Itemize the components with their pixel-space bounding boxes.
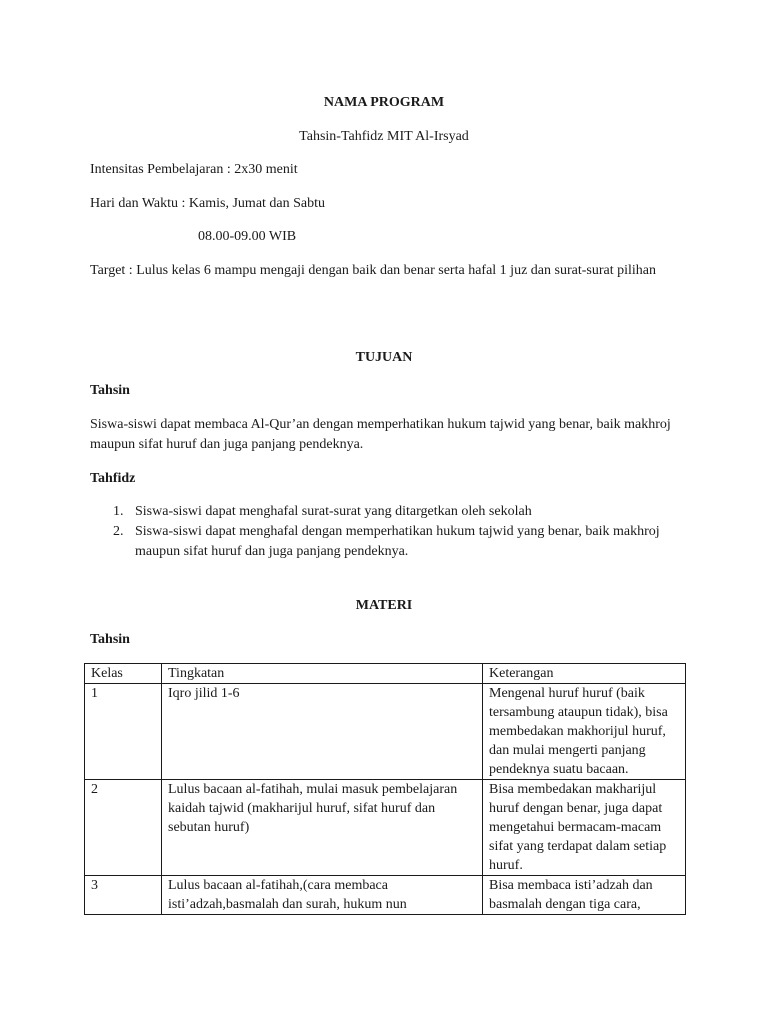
tujuan-heading: TUJUAN: [355, 350, 413, 365]
tujuan-tahsin-paragraph: Siswa-siswi dapat membaca Al-Qur’an dengan memperhatikan hukum tajwid yang benar, baik makhroj maupun sifat huruf dan juga panjang pendeknya.: [90, 417, 671, 452]
cell-tingkatan: Lulus bacaan al-fatihah,(cara membaca isti’adzah,basmalah dan surah, hukum nun: [162, 876, 483, 915]
table-header-row: [85, 664, 686, 684]
list-item: [90, 502, 690, 522]
tahfidz-list: [90, 502, 690, 562]
cell-tingkatan: Iqro jilid 1-6: [162, 684, 483, 780]
list-text: Siswa-siswi dapat menghafal surat-surat yang ditargetkan oleh sekolah: [135, 504, 532, 519]
header-tingkatan: Tingkatan: [162, 664, 483, 684]
list-text: Siswa-siswi dapat menghafal dengan memperhatikan hukum tajwid yang benar, baik makhroj maupun sifat huruf dan juga panjang pendeknya.: [135, 524, 660, 559]
jam-line: 08.00-09.00 WIB: [198, 229, 297, 244]
materi-table: [84, 663, 686, 915]
cell-keterangan: Mengenal huruf huruf (baik tersambung ataupun tidak), bisa membedakan makhorijul huruf, dan mulai mengerti panjang pendeknya suatu bacaan.: [483, 684, 686, 780]
cell-kelas: 1: [85, 684, 162, 780]
cell-keterangan: Bisa membedakan makharijul huruf dengan benar, juga dapat mengetahui bermacam-macam sifat yang terdapat dalam setiap huruf.: [483, 780, 686, 876]
program-title: NAMA PROGRAM: [323, 95, 445, 110]
list-number: 2.: [113, 524, 124, 539]
list-item: [90, 522, 690, 562]
target-paragraph: Target : Lulus kelas 6 mampu mengaji dengan baik dan benar serta hafal 1 juz dan surat-surat pilihan: [90, 263, 656, 278]
tujuan-tahsin-heading: Tahsin: [90, 383, 130, 398]
program-name: Tahsin-Tahfidz MIT Al-Irsyad: [299, 129, 469, 144]
table-row: [85, 876, 686, 915]
cell-tingkatan: Lulus bacaan al-fatihah, mulai masuk pembelajaran kaidah tajwid (makharijul huruf, sifat huruf dan sebutan huruf): [162, 780, 483, 876]
cell-kelas: 3: [85, 876, 162, 915]
table-row: [85, 780, 686, 876]
header-keterangan: Keterangan: [483, 664, 686, 684]
intensitas-line: Intensitas Pembelajaran : 2x30 menit: [90, 162, 298, 177]
materi-heading: MATERI: [355, 598, 413, 613]
cell-kelas: 2: [85, 780, 162, 876]
list-number: 1.: [113, 504, 124, 519]
table-row: [85, 684, 686, 780]
cell-keterangan: Bisa membaca isti’adzah dan basmalah dengan tiga cara,: [483, 876, 686, 915]
hari-waktu-line: Hari dan Waktu : Kamis, Jumat dan Sabtu: [90, 196, 326, 211]
header-kelas: Kelas: [85, 664, 162, 684]
tujuan-tahfidz-heading: Tahfidz: [90, 471, 136, 486]
materi-tahsin-heading: Tahsin: [90, 632, 130, 647]
